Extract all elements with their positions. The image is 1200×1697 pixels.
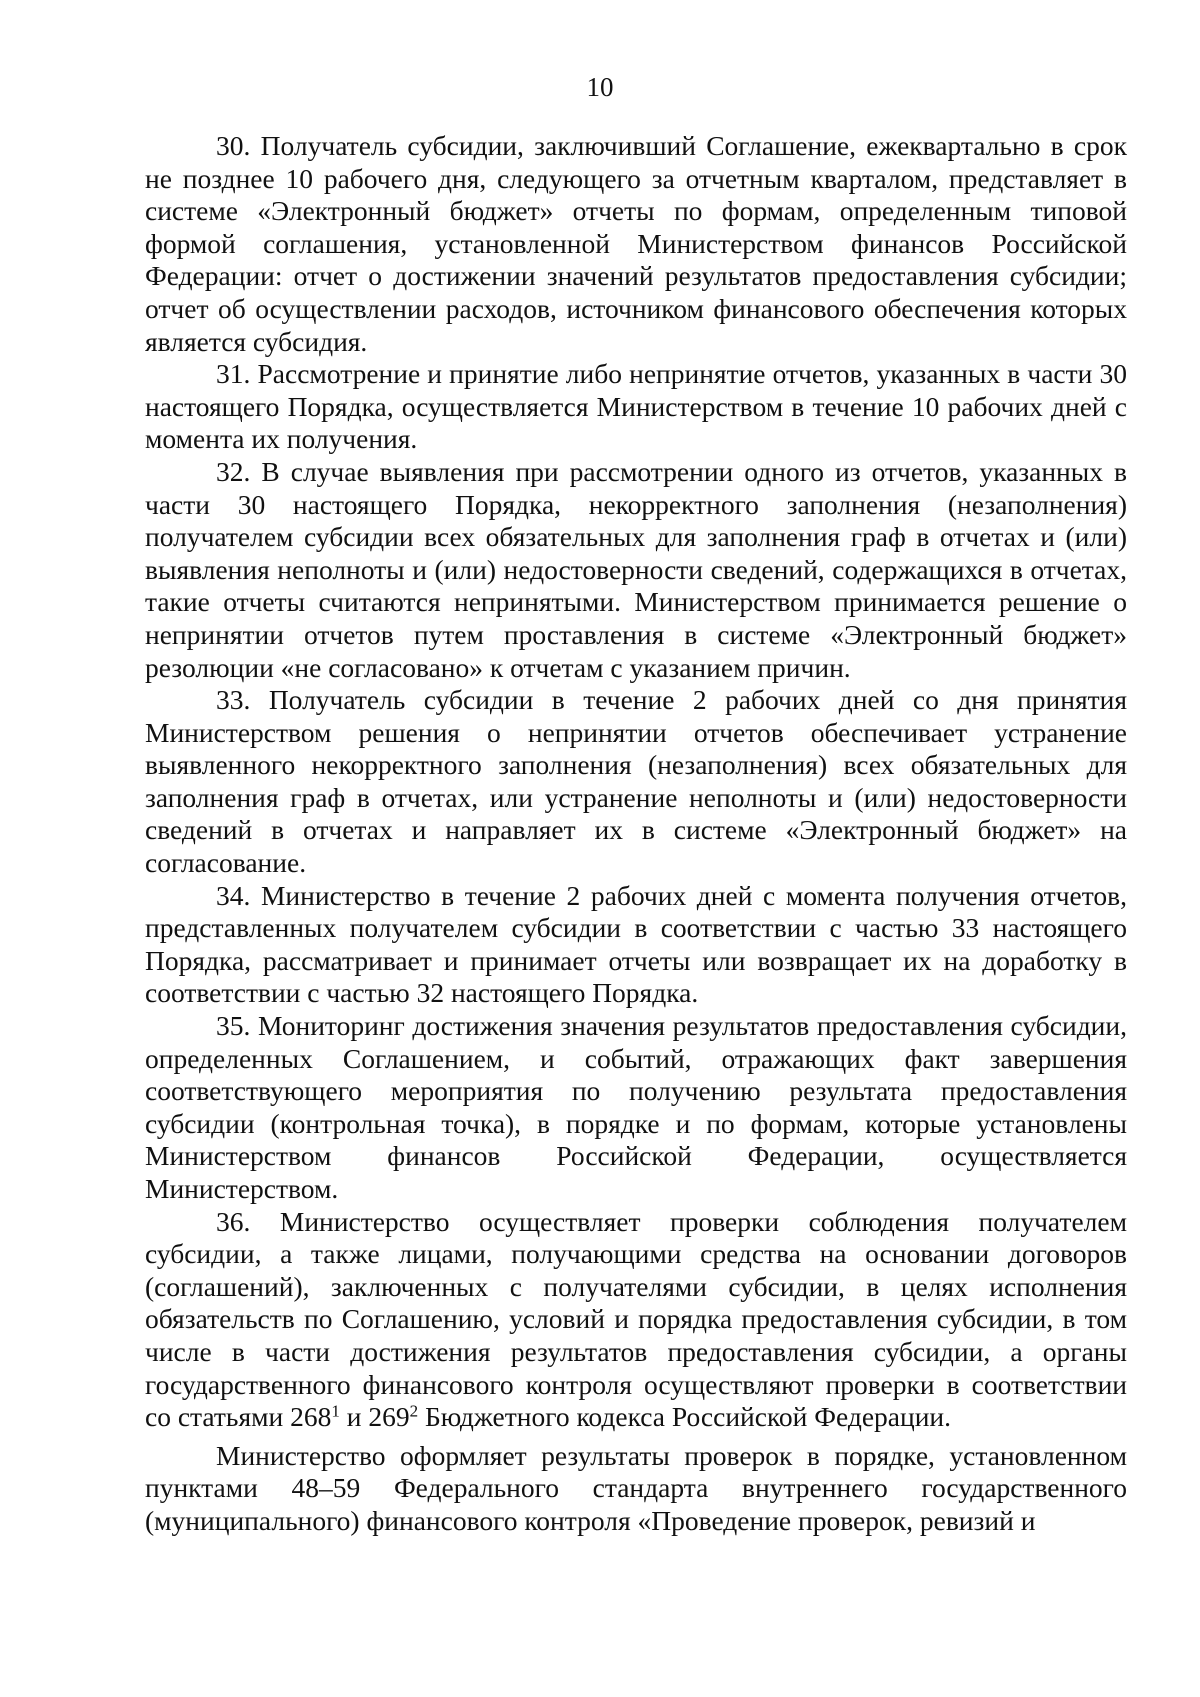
superscript-268: 1 — [331, 1401, 340, 1421]
paragraph-36-text-before: 36. Министерство осуществляет проверки соблюдения получателем субсидии, а также лицами, получающими средства на основании договоров (соглашений), заключенных с получателями субсидии, в целях исполнения обязательств по Соглашению, условий и порядка предоставления субсидии, в том числе в части достижения результатов предоставления субсидии, а органы государственного финансового контроля осуществляют проверки в соответствии со статьями 268 — [145, 1205, 1127, 1433]
superscript-269: 2 — [409, 1401, 419, 1421]
paragraph-36-continuation: Министерство оформляет результаты проверок в порядке, установленном пунктами 48–59 Федерального стандарта внутреннего государственного (муниципального) финансового контроля «Проведение проверок, ревизий и — [145, 1439, 1127, 1536]
paragraph-36 — [145, 1206, 1127, 1434]
paragraph-36-text-middle: и 269 — [339, 1401, 410, 1433]
paragraph-33: 33. Получатель субсидии в течение 2 рабочих дней со дня принятия Министерством решения о непринятии отчетов обеспечивает устранение выявленного некорректного заполнения (незаполнения) всех обязательных для заполнения граф в отчетах, или устранение неполноты и (или) недостоверности сведений в отчетах и направляет их в системе «Электронный бюджет» на согласование. — [145, 684, 1127, 879]
page-number: 10 — [586, 72, 614, 102]
paragraph-31: 31. Рассмотрение и принятие либо непринятие отчетов, указанных в части 30 настоящего Порядка, осуществляется Министерством в течение 10 рабочих дней с момента их получения. — [145, 358, 1127, 455]
document-body — [145, 130, 1127, 1538]
paragraph-34: 34. Министерство в течение 2 рабочих дней с момента получения отчетов, представленных получателем субсидии в соответствии с частью 33 настоящего Порядка, рассматривает и принимает отчеты или возвращает их на доработку в соответствии с частью 32 настоящего Порядка. — [145, 879, 1127, 1009]
paragraph-36-text-after: Бюджетного кодекса Российской Федерации. — [418, 1401, 952, 1433]
paragraph-32: 32. В случае выявления при рассмотрении одного из отчетов, указанных в части 30 настоящего Порядка, некорректного заполнения (незаполнения) получателем субсидии всех обязательных для заполнения граф в отчетах и (или) выявления неполноты и (или) недостоверности сведений, содержащихся в отчетах, такие отчеты считаются непринятыми. Министерством принимается решение о непринятии отчетов путем проставления в системе «Электронный бюджет» резолюции «не согласовано» к отчетам с указанием причин. — [145, 455, 1127, 683]
paragraph-35: 35. Мониторинг достижения значения результатов предоставления субсидии, определенных Соглашением, и событий, отражающих факт завершения соответствующего мероприятия по получению результата предоставления субсидии (контрольная точка), в порядке и по формам, которые установлены Министерством финансов Российской Федерации, осуществляется Министерством. — [145, 1010, 1127, 1204]
paragraph-30: 30. Получатель субсидии, заключивший Соглашение, ежеквартально в срок не позднее 10 рабочего дня, следующего за отчетным кварталом, представляет в системе «Электронный бюджет» отчеты по формам, определенным типовой формой соглашения, установленной Министерством финансов Российской Федерации: отчет о достижении значений результатов предоставления субсидии; отчет об осуществлении расходов, источником финансового обеспечения которых является субсидия. — [145, 130, 1127, 357]
